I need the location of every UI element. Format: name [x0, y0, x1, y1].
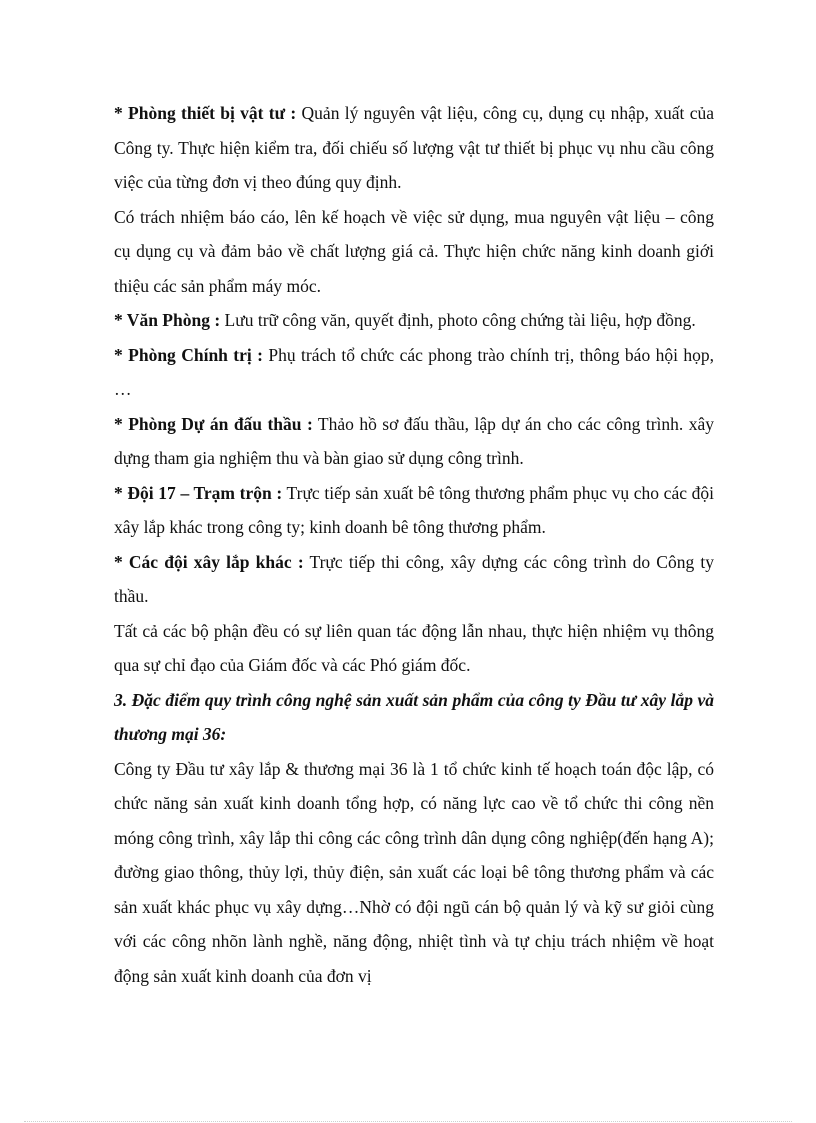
paragraph-label: * Phòng Chính trị :: [114, 344, 263, 365]
paragraph-text: Lưu trữ công văn, quyết định, photo công chứng tài liệu, hợp đồng.: [220, 310, 696, 330]
paragraph-label: * Phòng thiết bị vật tư :: [114, 103, 297, 123]
paragraph-text: Quản lý nguyên vật liệu, công cụ, dụng cụ nhập, xuất của Công ty. Thực hiện kiểm tra, đối chiếu số lượng vật tư thiết bị phục vụ nhu cầu công việc của từng đơn vị theo đúng quy định.: [114, 103, 714, 192]
document-page: [114, 96, 714, 993]
paragraph-equipment-duties: [114, 200, 714, 304]
paragraph-text: Trực tiếp sản xuất bê tông thương phẩm phục vụ cho các đội xây lắp khác trong công ty; kinh doanh bê tông thương phẩm.: [114, 482, 714, 537]
paragraph-text: Có trách nhiệm báo cáo, lên kế hoạch về việc sử dụng, mua nguyên vật liệu – công cụ dụng cụ và đảm bảo về chất lượng giá cả. Thực hiện chức năng kinh doanh giới thiệu các sản phẩm máy móc.: [114, 206, 714, 296]
paragraph-other-teams: [114, 545, 714, 614]
paragraph-political-dept: [114, 338, 714, 407]
paragraph-text: Tất cả các bộ phận đều có sự liên quan tác động lẫn nhau, thực hiện nhiệm vụ thông qua sự chỉ đạo của Giám đốc và các Phó giám đốc.: [114, 620, 714, 675]
paragraph-text: Thảo hồ sơ đấu thầu, lập dự án cho các công trình. xây dựng tham gia nghiệm thu và bàn giao sử dụng công trình.: [114, 413, 714, 468]
paragraph-label: * Văn Phòng :: [114, 310, 221, 330]
paragraph-label: * Đội 17 – Trạm trộn :: [114, 482, 283, 503]
section-body: Công ty Đầu tư xây lắp & thương mại 36 là 1 tổ chức kinh tế hoạch toán độc lập, có chức năng sản xuất kinh doanh tổng hợp, có năng lực cao về tổ chức thi công nền móng công trình, xây lắp thi công các công trình dân dụng công nghiệp(đến hạng A); đường giao thông, thủy lợi, thủy điện, sản xuất các loại bê tông thương phẩm và các sản xuất khác phục vụ xây dựng…Nhờ có đội ngũ cán bộ quản lý và kỹ sư giỏi cùng với các công nhõn lành nghề, năng động, nhiệt tình và tự chịu trách nhiệm về hoạt động sản xuất kinh doanh của đơn vị: [114, 758, 714, 986]
paragraph-bidding-dept: [114, 407, 714, 476]
paragraph-text: Phụ trách tổ chức các phong trào chính trị, thông báo hội họp, …: [114, 344, 714, 399]
paragraph-label: * Các đội xây lắp khác :: [114, 551, 304, 572]
paragraph-team-17: [114, 476, 714, 545]
paragraph-text: Trực tiếp thi công, xây dựng các công trình do Công ty thầu.: [114, 551, 714, 606]
paragraph-label: * Phòng Dự án đấu thầu :: [114, 413, 313, 434]
paragraph-summary: [114, 614, 714, 683]
page-bottom-rule: [24, 1121, 792, 1122]
paragraph-equipment-dept: [114, 96, 714, 200]
paragraph-office: [114, 303, 714, 338]
section-heading: 3. Đặc điểm quy trình công nghệ sản xuất sản phẩm của công ty Đầu tư xây lắp và thương mại 36:: [114, 689, 714, 744]
